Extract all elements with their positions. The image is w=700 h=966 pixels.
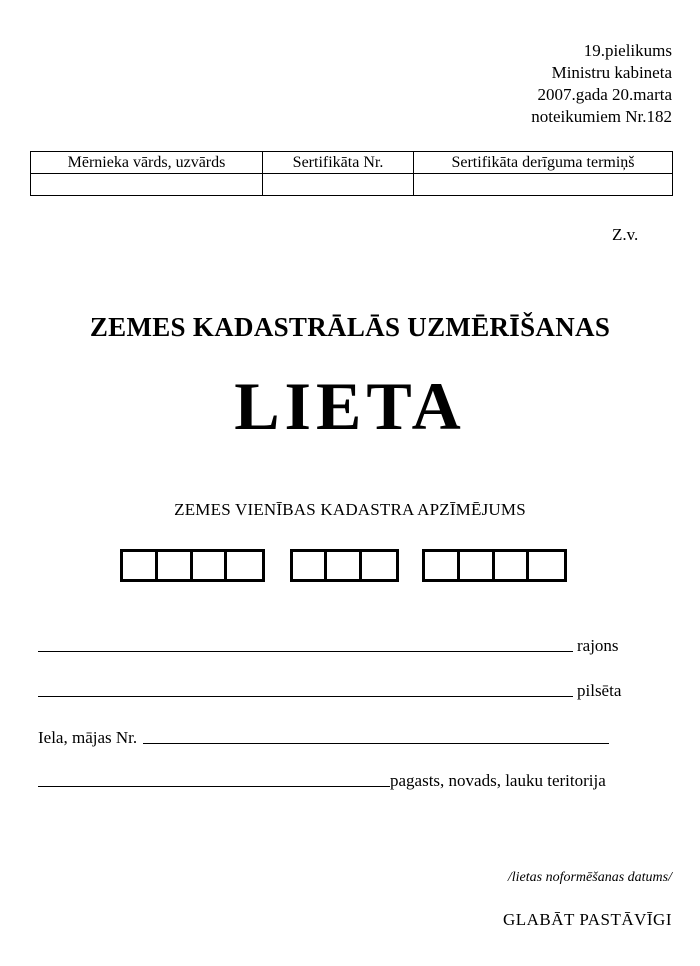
appendix-line-1: 19.pielikums — [583, 41, 672, 60]
table-header-row — [31, 152, 673, 174]
field-rajons — [38, 636, 619, 656]
rajons-label: rajons — [577, 636, 619, 655]
appendix-line-4: noteikumiem Nr.182 — [531, 107, 672, 126]
cadastral-digit-box[interactable] — [293, 552, 327, 579]
cadastral-group-2 — [290, 549, 399, 582]
pilseta-label: pilsēta — [577, 681, 622, 700]
header-certificate-number: Sertifikāta Nr. — [263, 152, 414, 174]
table-row — [31, 174, 673, 196]
iela-input-line[interactable] — [143, 742, 609, 744]
cadastral-digit-box[interactable] — [227, 552, 262, 579]
certificate-validity-cell[interactable] — [414, 174, 673, 196]
cadastral-designation-label: ZEMES VIENĪBAS KADASTRA APZĪMĒJUMS — [174, 500, 526, 519]
cadastral-digit-box[interactable] — [362, 552, 396, 579]
pagasts-input-line[interactable] — [38, 785, 390, 787]
header-certificate-validity: Sertifikāta derīguma termiņš — [414, 152, 673, 174]
date-note: /lietas noformēšanas datums/ — [507, 870, 672, 885]
document-title: ZEMES KADASTRĀLĀS UZMĒRĪŠANAS — [89, 312, 611, 342]
surveyor-name-cell[interactable] — [31, 174, 263, 196]
cadastral-group-3 — [422, 549, 567, 582]
pagasts-label: pagasts, novads, lauku teritorija — [390, 771, 606, 790]
field-pagasts — [38, 771, 606, 791]
iela-label: Iela, mājas Nr. — [38, 728, 138, 747]
cadastral-digit-box[interactable] — [425, 552, 460, 579]
cadastral-digit-box[interactable] — [460, 552, 495, 579]
cadastral-digit-box[interactable] — [193, 552, 228, 579]
field-pilseta — [38, 681, 621, 701]
appendix-line-2: Ministru kabineta — [551, 63, 672, 82]
storage-note: GLABĀT PASTĀVĪGI — [502, 910, 672, 929]
header-surveyor-name: Mērnieka vārds, uzvārds — [31, 152, 263, 174]
cadastral-digit-box[interactable] — [327, 552, 361, 579]
cadastral-digit-box[interactable] — [529, 552, 564, 579]
cadastral-digit-box[interactable] — [495, 552, 530, 579]
certificate-number-cell[interactable] — [263, 174, 414, 196]
cadastral-group-1 — [120, 549, 265, 582]
cadastral-digit-box[interactable] — [158, 552, 193, 579]
pilseta-input-line[interactable] — [38, 695, 573, 697]
appendix-reference — [531, 40, 672, 128]
appendix-line-3: 2007.gada 20.marta — [537, 85, 672, 104]
document-subtitle: LIETA — [234, 368, 466, 444]
cadastral-digit-box[interactable] — [123, 552, 158, 579]
surveyor-certificate-table — [30, 151, 673, 196]
rajons-input-line[interactable] — [38, 650, 573, 652]
stamp-label: Z.v. — [612, 225, 639, 244]
field-iela — [38, 728, 609, 748]
